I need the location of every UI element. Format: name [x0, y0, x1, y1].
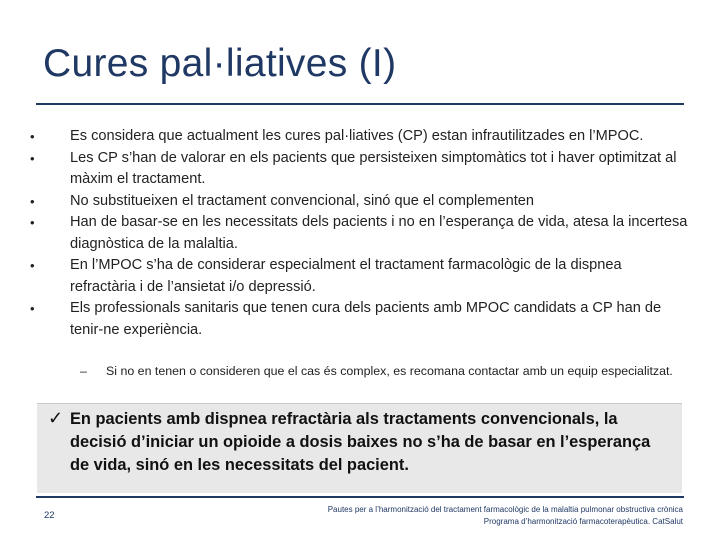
bullet-text: Els professionals sanitaris que tenen cura dels pacients amb MPOC candidats a CP han de tenir-ne experiència. — [70, 300, 662, 338]
bullet-list — [30, 126, 690, 341]
title-divider — [36, 103, 684, 105]
sub-bullet — [80, 363, 680, 379]
bullet-text: Han de basar-se en les necessitats dels pacients i no en l’esperança de vida, atesa la incertesa diagnòstica de la malaltia. — [70, 214, 688, 252]
bullet-text: Les CP s’han de valorar en els pacients que persisteixen simptomàtics tot i haver optimitzat al màxim el tractament. — [70, 149, 677, 187]
bullet-marker: • — [30, 150, 35, 166]
bullet-marker: • — [30, 301, 35, 316]
bullet-item — [30, 191, 690, 213]
highlight-box — [37, 403, 682, 493]
bullet-text: No substitueixen el tractament convencional, sinó que el complementen — [70, 192, 535, 209]
footer-line-2: Programa d’harmonització farmacoterapèutica. CatSalut — [483, 517, 683, 526]
bullet-text: En l’MPOC s’ha de considerar especialment el tractament farmacològic de la dispnea refractària i de l’ansietat i/o depressió. — [70, 257, 622, 295]
bullet-marker: • — [30, 215, 35, 230]
slide-title: Cures pal·liatives (I) — [43, 42, 397, 85]
sub-bullet-marker: – — [80, 364, 87, 378]
highlight-text: En pacients amb dispnea refractària als tractaments convencionals, la decisió d’iniciar un opioide a dosis baixes no s’ha de basar en l’esperança de vida, sinó en les necessitats del pacient. — [70, 410, 651, 474]
footer-caption — [328, 504, 683, 528]
bullet-marker: • — [30, 129, 35, 144]
bullet-item — [30, 298, 690, 341]
checkmark-icon: ✓ — [48, 408, 64, 428]
bullet-item — [30, 148, 690, 191]
bullet-marker: • — [30, 193, 35, 209]
sub-bullet-text: Si no en tenen o consideren que el cas és complex, es recomana contactar amb un equip especialitzat. — [106, 364, 673, 378]
bullet-marker: • — [30, 258, 35, 273]
bullet-item — [30, 255, 690, 298]
bullet-item — [30, 126, 690, 148]
bullet-text: Es considera que actualment les cures pal·liatives (CP) estan infrautilitzades en l’MPOC. — [70, 128, 644, 144]
footer-line-1: Pautes per a l’harmonització del tractament farmacològic de la malaltia pulmonar obstructiva crònica — [327, 505, 683, 514]
bullet-item — [30, 212, 690, 255]
page-number: 22 — [44, 510, 55, 521]
footer-divider — [36, 496, 684, 498]
